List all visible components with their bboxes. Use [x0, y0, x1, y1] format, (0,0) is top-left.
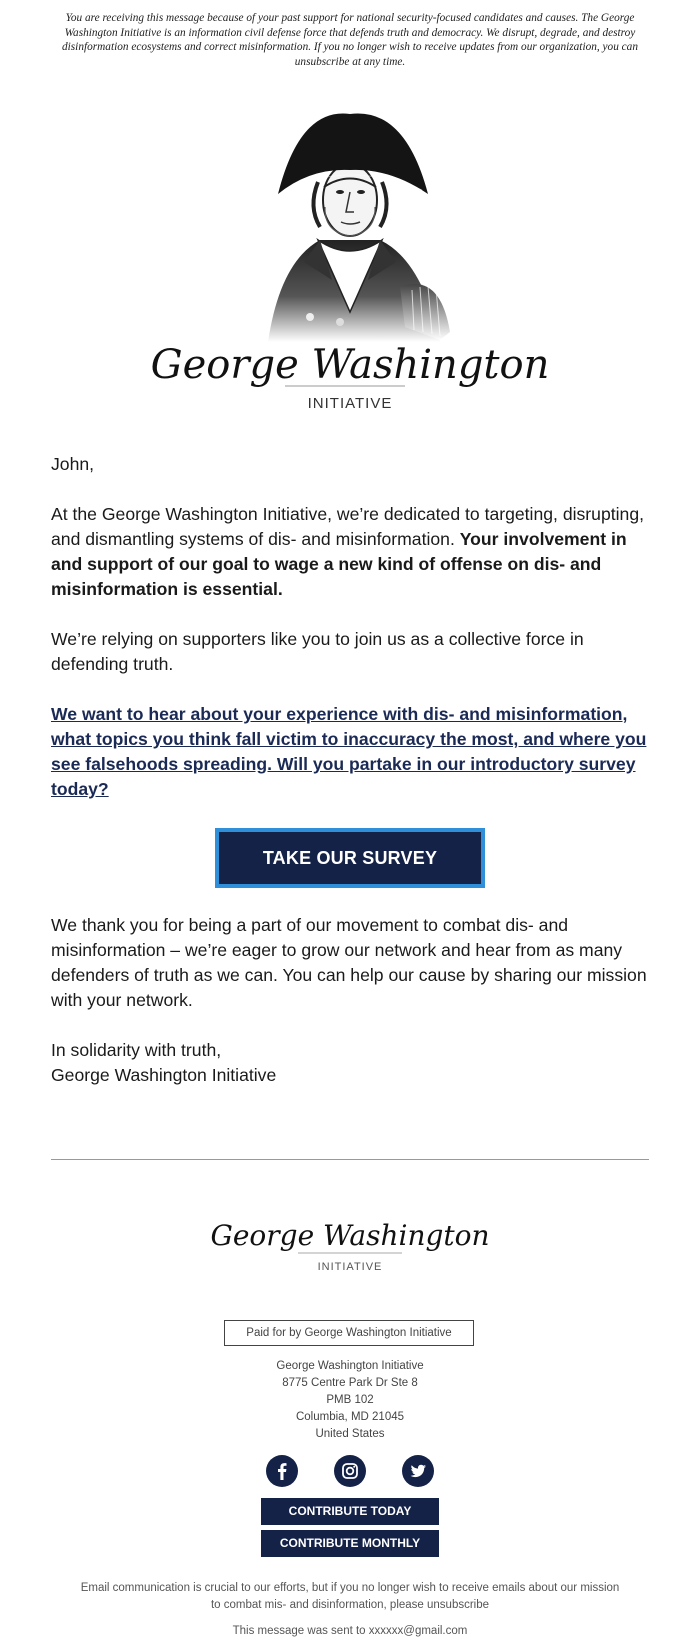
- unsubscribe-notice: Email communication is crucial to our efforts, but if you no longer wish to receive emails about our mission to combat mis- and disinformation, please unsubscribe: [80, 1582, 620, 1611]
- recipient-email: xxxxxx@gmail.com: [368, 1625, 468, 1637]
- footer-logo-script: George Washington: [210, 1219, 490, 1252]
- twitter-icon[interactable]: [402, 1455, 434, 1487]
- footer-logo: [0, 1215, 700, 1275]
- header-logo: [0, 112, 700, 442]
- intro-text: At the George Washington Initiative, we’re dedicated to targeting, disrupting, and dismantling systems of dis- and misinformation.: [51, 504, 644, 549]
- paid-for-disclaimer: Paid for by George Washington Initiative: [224, 1320, 474, 1346]
- address-line: George Washington Initiative: [276, 1360, 424, 1372]
- greeting: John,: [51, 454, 95, 474]
- take-survey-button[interactable]: TAKE OUR SURVEY: [215, 828, 485, 888]
- contribute-today-button[interactable]: CONTRIBUTE TODAY: [261, 1498, 439, 1525]
- george-washington-portrait-icon: [150, 112, 550, 442]
- instagram-icon[interactable]: [334, 1455, 366, 1487]
- intro-bold-text: Your involvement in and support of our goal to wage a new kind of offense on dis- and misinformation is essential.: [51, 529, 627, 599]
- sent-to-label: This message was sent to: [232, 1625, 369, 1637]
- email-body: [51, 452, 651, 827]
- thanks-paragraph: We thank you for being a part of our movement to combat dis- and misinformation – we’re eager to grow our network and hear from as many defenders of truth as we can. You can help our cause by sharing our mission with your network.: [51, 915, 647, 1010]
- survey-paragraph: [51, 702, 651, 802]
- signoff-org: George Washington Initiative: [51, 1065, 277, 1085]
- facebook-icon[interactable]: [266, 1455, 298, 1487]
- contribute-monthly-button[interactable]: CONTRIBUTE MONTHLY: [261, 1530, 439, 1557]
- preheader-text: You are receiving this message because of your past support for national security-focused candidates and causes. The George Washington Initiative is an information civil defense force that defends truth and democracy. We disrupt, degrade, and destroy disinformation ecosystems and correct misinformation. If you no longer wish to receive updates from our organization, you can unsubscribe at any time.: [62, 12, 638, 69]
- email-body-closing: [51, 913, 651, 1113]
- address-line: United States: [315, 1428, 385, 1440]
- sent-to-line: [0, 1625, 700, 1637]
- address-line: Columbia, MD 21045: [295, 1411, 405, 1423]
- logo-subtitle: INITIATIVE: [307, 395, 393, 412]
- signoff-line: In solidarity with truth,: [51, 1040, 222, 1060]
- intro-paragraph: [51, 502, 651, 602]
- support-paragraph: We’re relying on supporters like you to join us as a collective force in defending truth.: [51, 629, 584, 674]
- logo-script-name: George Washington: [150, 342, 550, 388]
- survey-button-row: [0, 828, 700, 896]
- mailing-address: [0, 1358, 700, 1443]
- address-line: PMB 102: [326, 1394, 374, 1406]
- address-line: 8775 Centre Park Dr Ste 8: [282, 1377, 418, 1389]
- footer-divider: [51, 1159, 649, 1160]
- signoff: [51, 1038, 651, 1088]
- footer-logo-graphic: [210, 1215, 490, 1275]
- social-links: [0, 1455, 700, 1489]
- footer-logo-subtitle: INITIATIVE: [317, 1261, 383, 1273]
- survey-link[interactable]: We want to hear about your experience with dis- and misinformation, what topics you think fall victim to inaccuracy the most, and where you see falsehoods spreading. Will you partake in our introductory survey today?: [51, 704, 647, 799]
